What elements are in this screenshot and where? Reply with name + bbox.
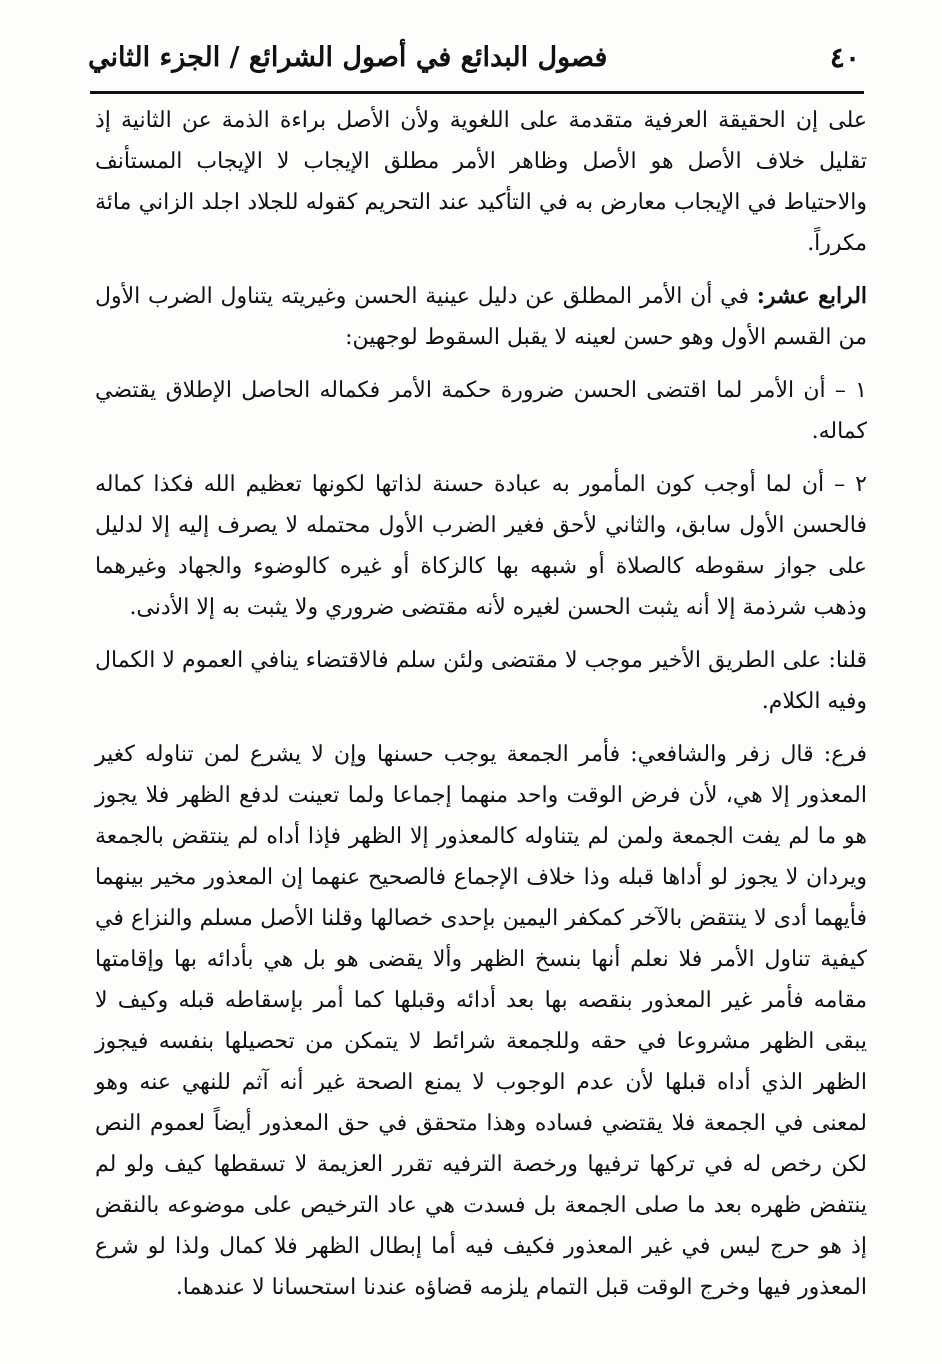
- paragraph-3: [95, 370, 867, 452]
- paragraph-text: فرع: قال زفر والشافعي: فأمر الجمعة يوجب حسنها وإن لا يشرع لمن تناوله كغير المعذور إلا هي، لأن فرض الوقت واحد منهما إجماعا ولما تعينت لدفع الظهر فلا يجوز هو ما لم يفت الجمعة ولمن لم يتناوله كالمعذور إلا الظهر فإذا أداه لم ينتقض بالجمعة ويردان لا يجوز لو أداها قبله وذا خلاف الإجماع فالصحيح عنهما إن المعذور مخير بينهما فأيهما أدى لا ينتقض بالآخر كمكفر اليمين بإحدى خصالها وقلنا الأصل مسلم والنزاع في كيفية تناول الأمر فلا نعلم أنها بنسخ الظهر وألا يقضى هو بل هي بأدائه بها وإقامتها مقامه فأمر غير المعذور بنقصه بها بعد أدائه وقبلها كما أمر بإسقاطه قبله وكيف لا يبقى الظهر مشروعا في حقه وللجمعة شرائط لا يتمكن من تحصيلها بنفسه فيجوز الظهر الذي أداه قبلها لأن عدم الوجوب لا يمنع الصحة غير أنه آثم للنهي عنه وهو لمعنى في الجمعة فلا يقتضي فساده وهذا متحقق في حق المعذور أيضاً لعموم النص لكن رخص له في تركها ترفيها ورخصة الترفيه تقرر العزيمة لا تسقطها كيف ولو لم ينتفض ظهره بعد ما صلى الجمعة بل فسدت هي عاد الترخيص على موضوعه بالنقض إذ هو حرج ليس في غير المعذور فكيف فيه أما إبطال الظهر فلا كمال ولذا لو شرع المعذور فيها وخرج الوقت قبل التمام يلزمه قضاؤه عندنا استحسانا لا عندهما.: [95, 742, 867, 1300]
- paragraph-text: ٢ – أن لما أوجب كون المأمور به عبادة حسنة لذاتها لكونها تعظيم الله فكذا كماله فالحسن الأول سابق، والثاني لأحق فغير الضرب الأول محتمله لا يصرف إليه إلا لدليل على جواز سقوطه كالصلاة أو شبهه بها كالزكاة أو غيره كالوضوء والجهاد وغيرهما وذهب شرذمة إلا أنه يثبت الحسن لغيره لأنه مقتضى ضروري ولا يثبت به إلا الأدنى.: [95, 472, 867, 620]
- page-body: [95, 100, 867, 1320]
- page-number: ٤٠: [829, 41, 860, 74]
- paragraph-text: ١ – أن الأمر لما اقتضى الحسن ضرورة حكمة الأمر فكماله الحاصل الإطلاق يقتضي كماله.: [95, 378, 867, 444]
- paragraph-text: قلنا: على الطريق الأخير موجب لا مقتضى ولئن سلم فالاقتضاء ينافي العموم لا الكمال وفيه الكلام.: [95, 648, 867, 714]
- page-header: [88, 30, 860, 90]
- paragraph-5: [95, 640, 867, 722]
- paragraph-1: [95, 100, 867, 264]
- section-heading: الرابع عشر:: [756, 283, 868, 309]
- header-divider: [90, 91, 864, 94]
- paragraph-text: على إن الحقيقة العرفية متقدمة على اللغوية ولأن الأصل براءة الذمة عن الثانية إذ تقليل خلاف الأصل هو الأصل وظاهر الأمر مطلق الإيجاب لا الإيجاب المستأنف والاحتياط في الإيجاب معارض به في التأكيد عند التحريم كقوله للجلاد اجلد الزاني مائة مكرراً.: [95, 108, 867, 256]
- paragraph-4: [95, 464, 867, 628]
- paragraph-2: [95, 276, 867, 358]
- paragraph-6: [95, 734, 867, 1308]
- running-title: فصول البدائع في أصول الشرائع / الجزء الثاني: [88, 42, 608, 73]
- paragraph-text: في أن الأمر المطلق عن دليل عينية الحسن وغيريته يتناول الضرب الأول من القسم الأول وهو حسن لعينه لا يقبل السقوط لوجهين:: [95, 284, 867, 350]
